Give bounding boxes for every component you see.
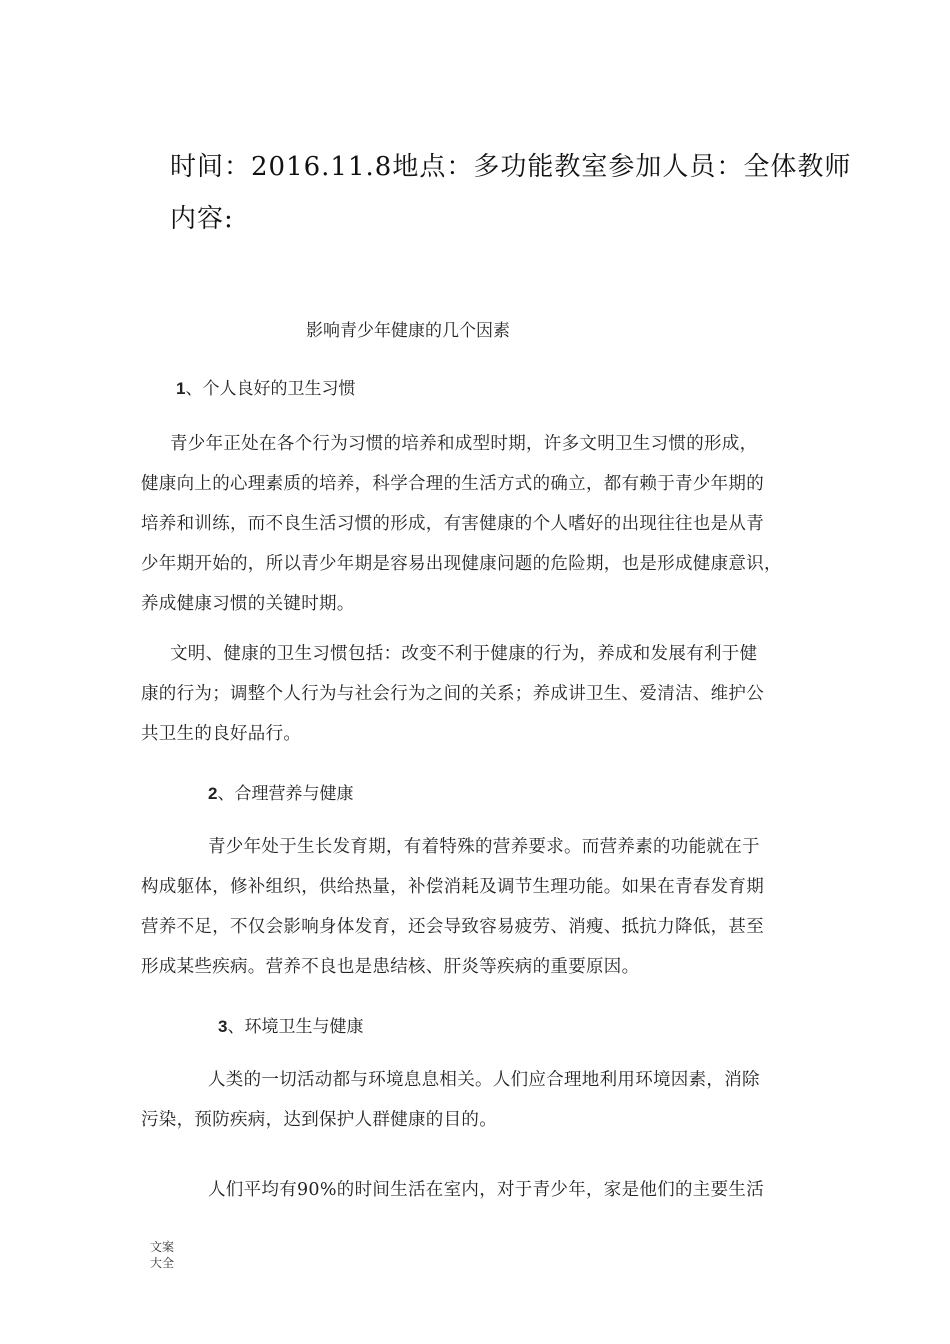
footer-watermark: 文案大全 [150, 1240, 175, 1270]
section-heading-text: 、个人良好的卫生习惯 [185, 379, 356, 399]
paragraph-line: 青少年处于生长发育期，有着特殊的营养要求。而营养素的功能就在于 [208, 837, 760, 857]
paragraph-line: 营养不足，不仅会影响身体发育，还会导致容易疲劳、消瘦、抵抗力降低，甚至 [141, 917, 764, 937]
article-title: 影响青少年健康的几个因素 [306, 321, 510, 341]
paragraph-line: 培养和训练，而不良生活习惯的形成，有害健康的个人嗜好的出现往往也是从青 [141, 514, 764, 534]
paragraph-line: 养成健康习惯的关键时期。 [141, 594, 355, 614]
section-number: 2 [208, 784, 218, 803]
section-heading-text: 、环境卫生与健康 [227, 1017, 364, 1037]
meeting-info-line: 时间：2016.11.8地点：多功能教室参加人员：全体教师 [170, 152, 852, 182]
section-heading [218, 1012, 363, 1037]
paragraph-line: 健康向上的心理素质的培养，科学合理的生活方式的确立，都有赖于青少年期的 [141, 474, 764, 494]
content-label: 内容: [170, 204, 234, 234]
paragraph-line: 共卫生的良好品行。 [141, 724, 302, 744]
paragraph-line: 少年期开始的，所以青少年期是容易出现健康问题的危险期，也是形成健康意识， [141, 554, 782, 574]
section-heading-text: 、合理营养与健康 [217, 784, 354, 804]
section-number: 3 [218, 1017, 228, 1036]
paragraph-line: 康的行为；调整个人行为与社会行为之间的关系；养成讲卫生、爱清洁、维护公 [141, 684, 764, 704]
section-heading [176, 374, 355, 399]
section-heading [208, 779, 353, 804]
paragraph-line: 人们平均有90%的时间生活在室内，对于青少年，家是他们的主要生活 [208, 1180, 764, 1200]
paragraph-line: 文明、健康的卫生习惯包括：改变不利于健康的行为，养成和发展有利于健 [170, 644, 758, 664]
paragraph-line: 人类的一切活动都与环境息息相关。人们应合理地利用环境因素，消除 [208, 1070, 760, 1090]
paragraph-line: 污染，预防疾病，达到保护人群健康的目的。 [141, 1110, 497, 1130]
paragraph-line: 构成躯体，修补组织，供给热量，补偿消耗及调节生理功能。如果在青春发育期 [141, 877, 764, 897]
paragraph-line: 青少年正处在各个行为习惯的培养和成型时期，许多文明卫生习惯的形成， [170, 434, 758, 454]
section-number: 1 [176, 379, 186, 398]
paragraph-line: 形成某些疾病。营养不良也是患结核、肝炎等疾病的重要原因。 [141, 957, 640, 977]
